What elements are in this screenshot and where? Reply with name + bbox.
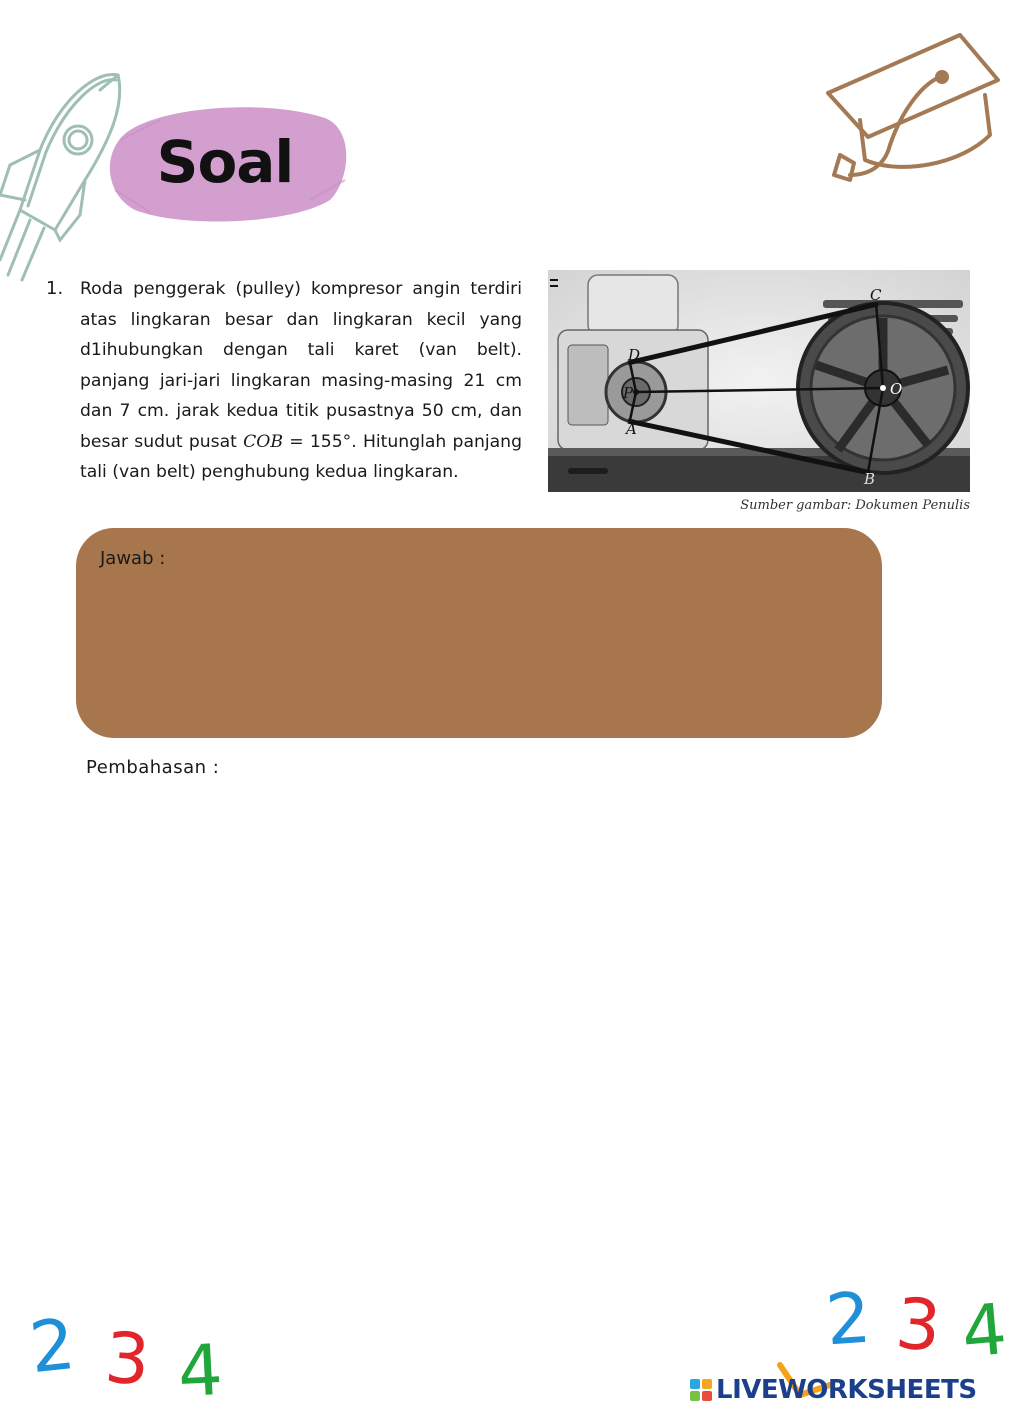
decor-number: 4 bbox=[175, 1328, 225, 1414]
label-d: D bbox=[628, 346, 641, 364]
decor-number: 2 bbox=[823, 1276, 874, 1362]
liveworksheets-logo bbox=[690, 1372, 977, 1408]
question-number: 1. bbox=[46, 278, 64, 299]
question-text-part-2: . Hitunglah panjang tali (van belt) penghubung kedua lingkaran. bbox=[80, 431, 522, 482]
angle-name: COB bbox=[243, 431, 284, 452]
label-c: C bbox=[870, 286, 882, 304]
label-b: B bbox=[864, 470, 876, 488]
label-p: P bbox=[623, 384, 634, 402]
pulley-compressor-photo bbox=[548, 270, 970, 492]
decor-number: 4 bbox=[958, 1287, 1010, 1374]
answer-label: Jawab : bbox=[100, 548, 166, 569]
decor-number: 3 bbox=[892, 1282, 945, 1368]
question-text-part-1: Roda penggerak (pulley) kompresor angin terdiri atas lingkaran besar dan lingkaran kecil yang d1ihubungkan dengan tali karet (van belt). panjang jari-jari lingkaran masing-masing 21 cm dan 7 cm. jarak kedua titik pusastnya 50 cm, dan besar sudut pusat bbox=[80, 279, 522, 452]
label-a: A bbox=[626, 420, 637, 438]
decor-number: 3 bbox=[102, 1316, 153, 1402]
logo-squares-icon bbox=[690, 1379, 712, 1401]
answer-box[interactable] bbox=[76, 528, 882, 738]
angle-value: = 155° bbox=[283, 431, 352, 452]
question-text bbox=[80, 274, 522, 488]
figure-caption: Sumber gambar: Dokumen Penulis bbox=[740, 498, 970, 513]
decor-number: 2 bbox=[25, 1302, 79, 1390]
label-o: O bbox=[890, 380, 903, 398]
discussion-label: Pembahasan : bbox=[86, 757, 220, 778]
graduation-cap-icon bbox=[820, 25, 1000, 195]
page-title: Soal bbox=[156, 128, 294, 196]
logo-text: LIVEWORKSHEETS bbox=[716, 1375, 977, 1405]
